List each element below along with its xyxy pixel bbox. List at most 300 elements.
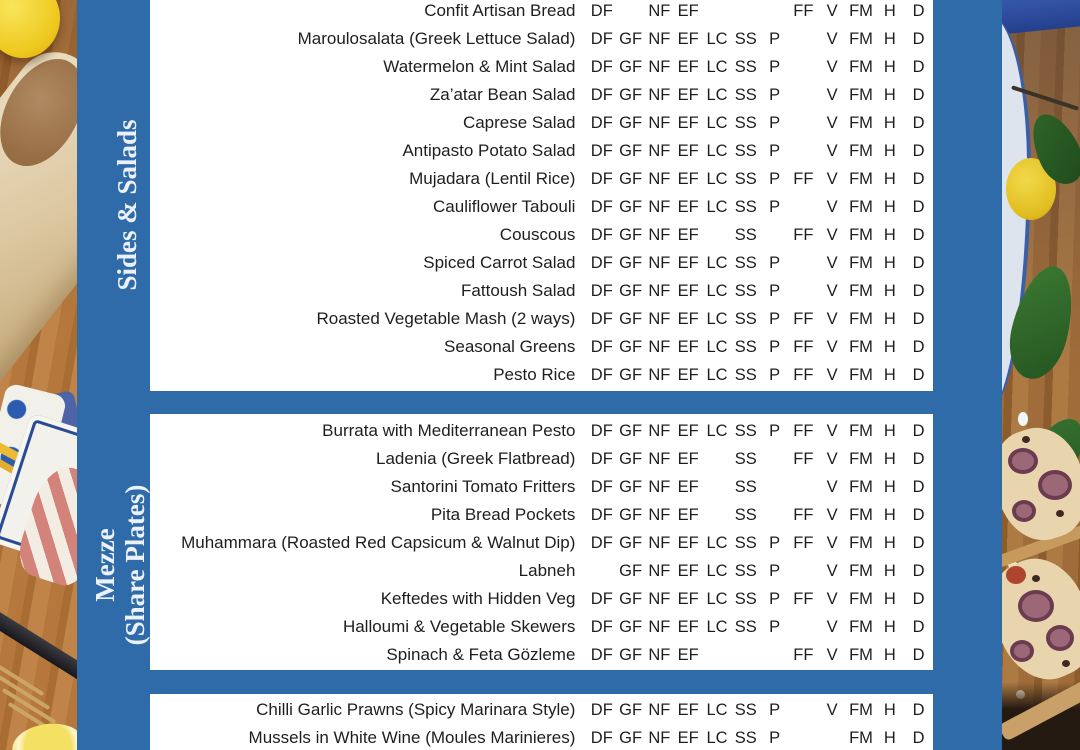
dietary-code-gf: GF [619, 590, 643, 608]
dietary-code-ff [789, 696, 818, 724]
dietary-code-ef: EF [677, 534, 699, 552]
panel-mezze-share-plates [150, 414, 933, 670]
dietary-code-v: V [826, 254, 838, 272]
dietary-code-gf: GF [619, 729, 643, 747]
menu-item-row [150, 613, 933, 641]
dietary-codes [587, 613, 933, 641]
dietary-code-v: V [826, 198, 838, 216]
dietary-code-ef: EF [677, 226, 699, 244]
dietary-codes [587, 81, 933, 109]
dietary-code-ss: SS [734, 226, 757, 244]
dietary-code-lc [703, 221, 732, 249]
dietary-code-fm: FM [849, 198, 873, 216]
dietary-code-gf: GF [619, 478, 643, 496]
dietary-code-ss: SS [734, 86, 757, 104]
dietary-code-h: H [883, 254, 896, 272]
dietary-code-lc: LC [706, 142, 728, 160]
dietary-code-gf: GF [619, 282, 643, 300]
dietary-code-ef: EF [677, 310, 699, 328]
dietary-codes [587, 557, 933, 585]
dietary-code-df: DF [590, 338, 613, 356]
grilled-onion-ring [1008, 448, 1038, 474]
dietary-code-d: D [912, 338, 925, 356]
dietary-code-h: H [883, 450, 896, 468]
dietary-code-nf: NF [648, 198, 671, 216]
dietary-code-nf: NF [648, 58, 671, 76]
dietary-codes [587, 585, 933, 613]
grilled-onion-ring [1012, 500, 1036, 522]
menu-item-list [150, 0, 933, 389]
dietary-code-ff [789, 109, 818, 137]
dietary-code-lc: LC [706, 254, 728, 272]
dietary-code-h: H [883, 86, 896, 104]
dietary-code-p: P [769, 618, 781, 636]
dietary-code-p: P [769, 338, 781, 356]
dietary-code-fm: FM [849, 590, 873, 608]
dietary-code-ff [789, 137, 818, 165]
dietary-code-df: DF [590, 170, 613, 188]
dietary-code-ss: SS [734, 198, 757, 216]
dietary-codes [587, 0, 933, 25]
dietary-code-fm: FM [849, 478, 873, 496]
dietary-code-p: P [769, 534, 781, 552]
dietary-code-ss: SS [734, 58, 757, 76]
dietary-code-d: D [912, 2, 925, 20]
dietary-code-ss: SS [734, 142, 757, 160]
dietary-code-lc [703, 0, 732, 25]
dietary-code-d: D [912, 30, 925, 48]
dietary-code-df: DF [590, 114, 613, 132]
dietary-codes [587, 165, 933, 193]
menu-item-name: Seasonal Greens [444, 337, 576, 356]
menu-item-row [150, 165, 933, 193]
dietary-code-p [760, 221, 789, 249]
dietary-code-nf: NF [648, 729, 671, 747]
dietary-codes [587, 193, 933, 221]
dietary-code-nf: NF [648, 170, 671, 188]
dietary-code-ef: EF [677, 170, 699, 188]
dietary-codes [587, 249, 933, 277]
dietary-code-nf: NF [648, 2, 671, 20]
dietary-code-v: V [826, 30, 838, 48]
dietary-code-gf: GF [619, 701, 643, 719]
dietary-code-lc: LC [706, 30, 728, 48]
dietary-code-df: DF [590, 729, 613, 747]
dietary-code-fm: FM [849, 142, 873, 160]
dietary-code-ef: EF [677, 450, 699, 468]
left-photo-strip [0, 0, 77, 750]
menu-item-name: Watermelon & Mint Salad [383, 57, 576, 76]
menu-item-name: Caprese Salad [462, 113, 576, 132]
dietary-code-lc: LC [706, 366, 728, 384]
dietary-code-ef: EF [677, 366, 699, 384]
dietary-code-ef: EF [677, 282, 699, 300]
dietary-code-lc: LC [706, 86, 728, 104]
dietary-code-lc: LC [706, 58, 728, 76]
dietary-code-fm: FM [849, 114, 873, 132]
dietary-code-p: P [769, 30, 781, 48]
dietary-code-df: DF [590, 282, 613, 300]
menu-item-name: Burrata with Mediterranean Pesto [322, 421, 576, 440]
dietary-code-nf: NF [648, 646, 671, 664]
dietary-code-gf: GF [619, 618, 643, 636]
menu-item-row [150, 724, 933, 750]
char-spot [1032, 575, 1040, 582]
dietary-code-h: H [883, 2, 896, 20]
dietary-code-nf: NF [648, 478, 671, 496]
dietary-code-ef: EF [677, 338, 699, 356]
dietary-code-nf: NF [648, 338, 671, 356]
menu-item-name: Spinach & Feta Gözleme [386, 645, 576, 664]
dietary-code-ef: EF [677, 701, 699, 719]
menu-item-row [150, 137, 933, 165]
section-label-mezze [90, 485, 150, 646]
dietary-code-h: H [883, 478, 896, 496]
dietary-code-ss: SS [734, 534, 757, 552]
menu-item-row [150, 529, 933, 557]
dietary-code-lc [703, 501, 732, 529]
roasted-tomato [1006, 566, 1026, 584]
dietary-code-ss: SS [734, 254, 757, 272]
dietary-code-ef: EF [677, 618, 699, 636]
menu-item-row [150, 585, 933, 613]
dietary-codes [587, 305, 933, 333]
dietary-code-fm: FM [849, 701, 873, 719]
menu-item-name: Fattoush Salad [461, 281, 576, 300]
dietary-codes [587, 137, 933, 165]
dietary-code-v: V [826, 534, 838, 552]
dietary-code-lc: LC [706, 422, 728, 440]
dietary-code-fm: FM [849, 562, 873, 580]
menu-item-name: Pita Bread Pockets [430, 505, 576, 524]
menu-item-name: Keftedes with Hidden Veg [380, 589, 576, 608]
dietary-code-h: H [883, 114, 896, 132]
dietary-code-p: P [769, 422, 781, 440]
grilled-onion-ring [1046, 625, 1074, 651]
dietary-code-ff: FF [793, 422, 814, 440]
dietary-code-v: V [826, 478, 838, 496]
dietary-code-ff [789, 249, 818, 277]
menu-item-name: Antipasto Potato Salad [402, 141, 576, 160]
menu-item-row [150, 445, 933, 473]
dietary-code-fm: FM [849, 729, 873, 747]
dietary-code-fm: FM [849, 450, 873, 468]
dietary-code-ef: EF [677, 86, 699, 104]
dietary-code-ss [731, 641, 760, 669]
dietary-code-gf: GF [619, 226, 643, 244]
dietary-code-gf: GF [619, 422, 643, 440]
dietary-codes [587, 529, 933, 557]
dietary-code-v: V [826, 646, 838, 664]
menu-item-list [150, 417, 933, 669]
dietary-code-ff [789, 473, 818, 501]
dietary-code-lc: LC [706, 618, 728, 636]
dietary-code-h: H [883, 729, 896, 747]
menu-item-row [150, 557, 933, 585]
dietary-code-ss: SS [734, 282, 757, 300]
dietary-code-h: H [883, 646, 896, 664]
dietary-code-ef: EF [677, 142, 699, 160]
dietary-code-ff: FF [793, 366, 814, 384]
dietary-code-lc: LC [706, 729, 728, 747]
dietary-code-d: D [912, 422, 925, 440]
dietary-code-d: D [912, 590, 925, 608]
dietary-code-lc: LC [706, 282, 728, 300]
dietary-code-df: DF [590, 618, 613, 636]
dietary-code-v: V [826, 58, 838, 76]
section-label-line: Mezze [90, 528, 120, 602]
dietary-code-p: P [769, 590, 781, 608]
dietary-code-ff [789, 277, 818, 305]
dietary-code-h: H [883, 310, 896, 328]
dietary-code-gf: GF [619, 534, 643, 552]
dietary-code-ff: FF [793, 226, 814, 244]
menu-item-name: Santorini Tomato Fritters [390, 477, 576, 496]
dietary-code-ff: FF [793, 170, 814, 188]
dietary-code-ef: EF [677, 506, 699, 524]
dietary-code-ss: SS [734, 506, 757, 524]
dietary-code-ff [789, 724, 818, 750]
dietary-code-v: V [826, 310, 838, 328]
dietary-code-ff [789, 193, 818, 221]
dietary-code-df: DF [590, 506, 613, 524]
menu-item-name: Roasted Vegetable Mash (2 ways) [316, 309, 576, 328]
dietary-code-df: DF [590, 646, 613, 664]
dietary-code-d: D [912, 58, 925, 76]
dietary-code-d: D [912, 562, 925, 580]
dietary-code-gf: GF [619, 30, 643, 48]
dietary-codes [587, 109, 933, 137]
dietary-code-fm: FM [849, 534, 873, 552]
dietary-codes [587, 445, 933, 473]
dietary-code-ss: SS [734, 422, 757, 440]
dietary-code-gf: GF [619, 170, 643, 188]
dietary-codes [587, 361, 933, 389]
dietary-code-lc: LC [706, 170, 728, 188]
dietary-code-lc: LC [706, 114, 728, 132]
dietary-code-ef: EF [677, 198, 699, 216]
dietary-code-d: D [912, 450, 925, 468]
dietary-code-df: DF [590, 86, 613, 104]
menu-item-row [150, 193, 933, 221]
menu-item-name: Labneh [518, 561, 576, 580]
dietary-code-nf: NF [648, 534, 671, 552]
dietary-code-d: D [912, 198, 925, 216]
dietary-code-h: H [883, 282, 896, 300]
section-label-sides-salads [112, 119, 142, 290]
dietary-codes [587, 25, 933, 53]
menu-item-row [150, 221, 933, 249]
dietary-code-h: H [883, 170, 896, 188]
dietary-code-h: H [883, 534, 896, 552]
dietary-code-df: DF [590, 450, 613, 468]
dietary-code-fm: FM [849, 254, 873, 272]
dietary-code-ss: SS [734, 450, 757, 468]
dietary-code-d: D [912, 534, 925, 552]
dietary-code-d: D [912, 254, 925, 272]
dietary-code-nf: NF [648, 450, 671, 468]
dietary-codes [587, 724, 933, 750]
menu-item-row [150, 361, 933, 389]
dietary-code-d: D [912, 618, 925, 636]
dietary-code-fm: FM [849, 422, 873, 440]
dietary-code-df: DF [590, 254, 613, 272]
dietary-code-ff: FF [793, 2, 814, 20]
menu-item-name: Couscous [499, 225, 576, 244]
dietary-code-fm: FM [849, 282, 873, 300]
dietary-code-p: P [769, 142, 781, 160]
dietary-code-lc: LC [706, 562, 728, 580]
dietary-code-lc [703, 641, 732, 669]
dietary-code-ss: SS [734, 729, 757, 747]
menu-item-row [150, 0, 933, 25]
dietary-code-v: V [826, 2, 838, 20]
menu-item-name: Chilli Garlic Prawns (Spicy Marinara Style) [256, 700, 576, 719]
menu-item-row [150, 277, 933, 305]
dietary-code-nf: NF [648, 226, 671, 244]
dietary-code-ef: EF [677, 2, 699, 20]
dietary-code-ff: FF [793, 338, 814, 356]
dietary-code-gf: GF [619, 254, 643, 272]
dietary-code-ef: EF [677, 254, 699, 272]
dietary-code-fm: FM [849, 338, 873, 356]
dietary-code-gf: GF [619, 198, 643, 216]
dietary-code-ef: EF [677, 562, 699, 580]
dietary-code-df [587, 557, 616, 585]
dietary-code-ff: FF [793, 646, 814, 664]
dietary-code-gf: GF [619, 646, 643, 664]
dietary-code-h: H [883, 142, 896, 160]
dietary-code-ss: SS [734, 562, 757, 580]
dietary-code-d: D [912, 282, 925, 300]
dietary-code-ff [789, 53, 818, 81]
dietary-code-lc: LC [706, 590, 728, 608]
dietary-code-fm: FM [849, 86, 873, 104]
dietary-code-p: P [769, 198, 781, 216]
dietary-code-p: P [769, 86, 781, 104]
menu-item-row [150, 25, 933, 53]
dietary-code-df: DF [590, 422, 613, 440]
dietary-code-gf: GF [619, 366, 643, 384]
dietary-code-nf: NF [648, 506, 671, 524]
dietary-code-nf: NF [648, 422, 671, 440]
dietary-code-ss: SS [734, 30, 757, 48]
dietary-code-ss: SS [734, 701, 757, 719]
dietary-code-d: D [912, 86, 925, 104]
dietary-code-gf: GF [619, 114, 643, 132]
menu-item-name: Muhammara (Roasted Red Capsicum & Walnut Dip) [181, 533, 576, 552]
dietary-code-ff [789, 81, 818, 109]
menu-item-name: Maroulosalata (Greek Lettuce Salad) [297, 29, 576, 48]
menu-item-name: Mussels in White Wine (Moules Marinieres) [248, 728, 576, 747]
dietary-code-fm: FM [849, 2, 873, 20]
dietary-code-df: DF [590, 590, 613, 608]
dietary-code-ef: EF [677, 729, 699, 747]
dietary-code-h: H [883, 366, 896, 384]
dietary-code-ss: SS [734, 618, 757, 636]
dietary-code-p: P [769, 282, 781, 300]
dietary-code-h: H [883, 562, 896, 580]
section-label-line: (Share Plates) [120, 484, 150, 646]
dietary-code-ss: SS [734, 478, 757, 496]
dietary-code-ff [789, 613, 818, 641]
dietary-codes [587, 501, 933, 529]
dietary-code-gf: GF [619, 562, 643, 580]
dietary-code-p: P [769, 170, 781, 188]
dietary-code-nf: NF [648, 562, 671, 580]
menu-item-row [150, 473, 933, 501]
dietary-code-h: H [883, 58, 896, 76]
dietary-code-gf [616, 0, 645, 25]
dietary-codes [587, 696, 933, 724]
menu-item-row [150, 305, 933, 333]
dietary-code-nf: NF [648, 618, 671, 636]
panel-seafood [150, 694, 933, 750]
section-label-text: Sides & Salads [112, 119, 142, 291]
menu-item-name: Confit Artisan Bread [424, 1, 576, 20]
dietary-code-fm: FM [849, 170, 873, 188]
dietary-code-ff [789, 557, 818, 585]
dietary-code-h: H [883, 338, 896, 356]
menu-item-row [150, 641, 933, 669]
dietary-code-p [760, 501, 789, 529]
dietary-code-nf: NF [648, 114, 671, 132]
right-photo-strip [1002, 0, 1080, 750]
dietary-code-df: DF [590, 58, 613, 76]
dietary-code-d: D [912, 114, 925, 132]
dietary-code-h: H [883, 701, 896, 719]
dietary-code-ef: EF [677, 478, 699, 496]
dietary-code-v: V [826, 366, 838, 384]
dietary-code-fm: FM [849, 30, 873, 48]
dietary-code-nf: NF [648, 310, 671, 328]
dietary-code-p [760, 445, 789, 473]
dietary-code-v: V [826, 86, 838, 104]
dietary-code-df: DF [590, 142, 613, 160]
dietary-code-nf: NF [648, 142, 671, 160]
dietary-code-v: V [826, 338, 838, 356]
menu-item-list [150, 696, 933, 750]
dietary-code-p: P [769, 254, 781, 272]
dietary-code-v: V [826, 142, 838, 160]
dietary-codes [587, 473, 933, 501]
char-spot [1022, 436, 1030, 443]
dietary-code-ef: EF [677, 58, 699, 76]
dietary-codes [587, 333, 933, 361]
dietary-code-ss: SS [734, 338, 757, 356]
dietary-code-fm: FM [849, 646, 873, 664]
dietary-code-v [818, 724, 847, 750]
dietary-code-ff: FF [793, 534, 814, 552]
char-spot [1062, 660, 1070, 667]
char-spot [1056, 510, 1064, 517]
dietary-code-p: P [769, 366, 781, 384]
dietary-code-gf: GF [619, 310, 643, 328]
dietary-code-gf: GF [619, 86, 643, 104]
menu-item-name: Mujadara (Lentil Rice) [409, 169, 576, 188]
dietary-code-fm: FM [849, 506, 873, 524]
dietary-code-ff: FF [793, 506, 814, 524]
dietary-code-df: DF [590, 366, 613, 384]
dietary-code-h: H [883, 422, 896, 440]
dietary-code-p [760, 641, 789, 669]
dietary-codes [587, 641, 933, 669]
dietary-code-df: DF [590, 226, 613, 244]
grilled-onion-ring [1010, 640, 1034, 662]
dietary-code-nf: NF [648, 30, 671, 48]
dietary-code-df: DF [590, 2, 613, 20]
dietary-code-ss: SS [734, 310, 757, 328]
